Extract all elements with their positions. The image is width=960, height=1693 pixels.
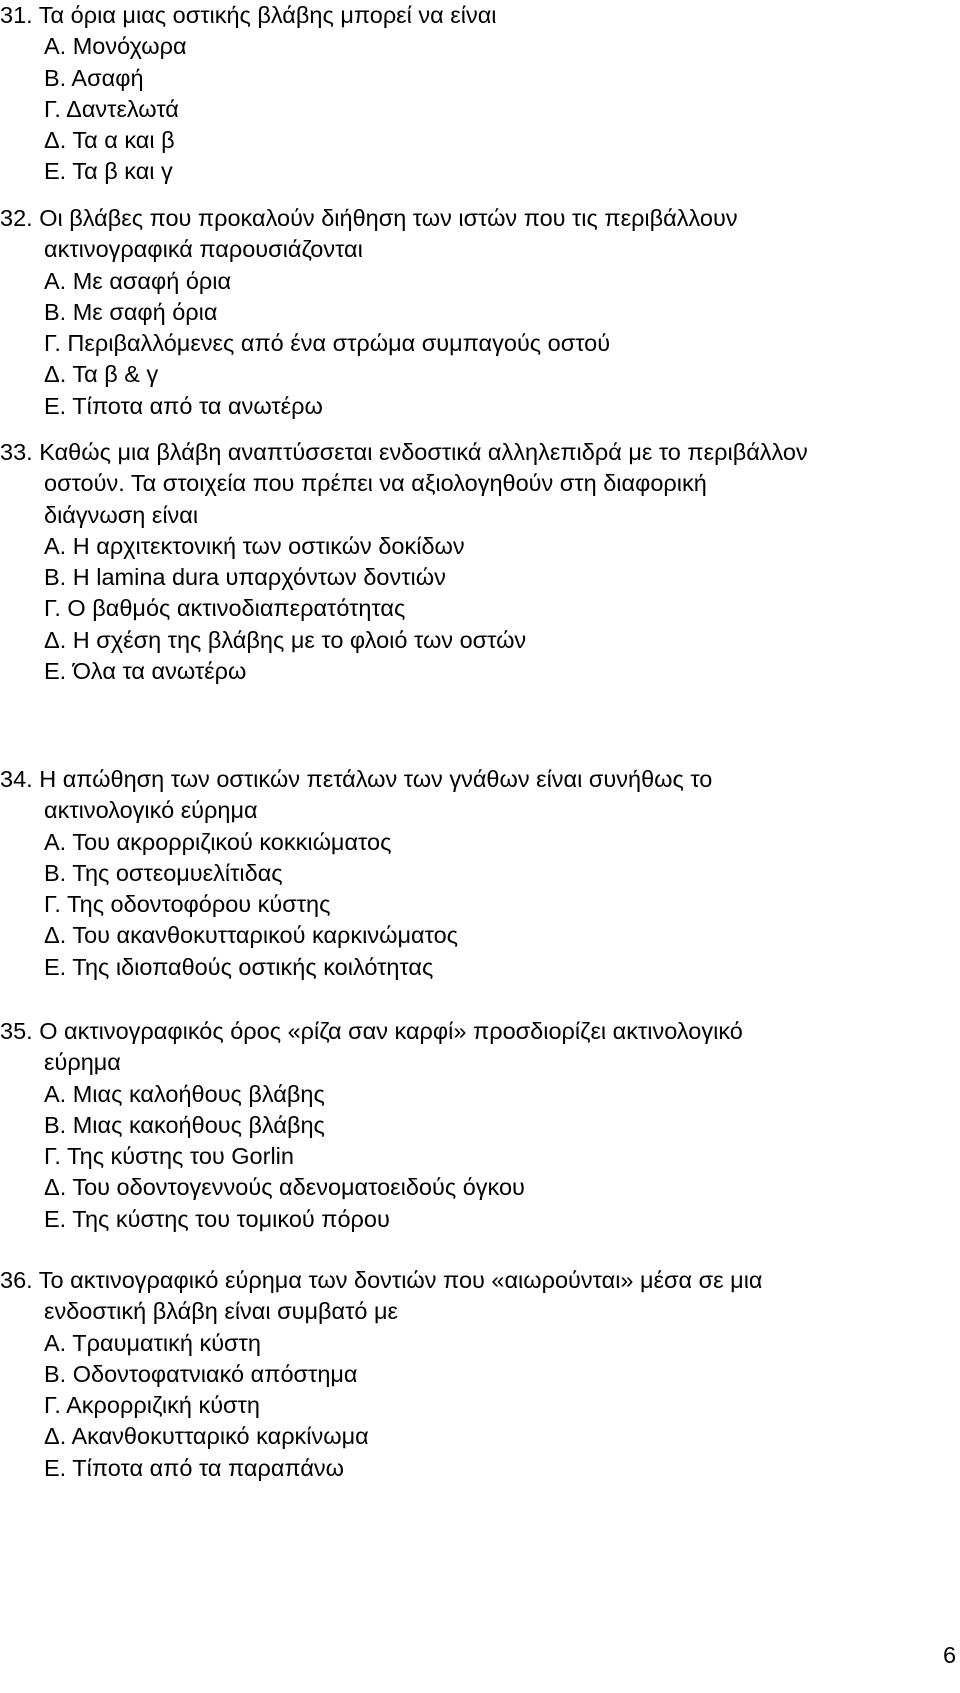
option-a: Α. Η αρχιτεκτονική των οστικών δοκίδων bbox=[44, 532, 465, 559]
page-number: 6 bbox=[943, 1642, 957, 1668]
option-b: Β. Ασαφή bbox=[44, 64, 144, 91]
option-e: Ε. Τίποτα από τα παραπάνω bbox=[44, 1454, 345, 1481]
option-b: Β. Μιας κακοήθους βλάβης bbox=[44, 1111, 325, 1138]
option-d: Δ. Η σχέση της βλάβης με το φλοιό των οστών bbox=[44, 626, 527, 653]
question-31 bbox=[0, 0, 940, 188]
question-stem-continuation: ακτινογραφικά παρουσιάζονται bbox=[44, 236, 363, 263]
question-35 bbox=[0, 1016, 940, 1235]
question-stem: 32. Οι βλάβες που προκαλούν διήθηση των ιστών που τις περιβάλλουν bbox=[0, 205, 738, 231]
option-e: Ε. Της κύστης του τομικού πόρου bbox=[44, 1205, 390, 1232]
option-d: Δ. Του οδοντογεννούς αδενοματοειδούς όγκου bbox=[44, 1174, 525, 1201]
option-b: Β. Με σαφή όρια bbox=[44, 298, 218, 325]
question-stem-continuation: ακτινολογικό εύρημα bbox=[44, 797, 258, 824]
option-b: Β. Της οστεομυελίτιδας bbox=[44, 859, 283, 886]
option-d: Δ. Ακανθοκυτταρικό καρκίνωμα bbox=[44, 1423, 369, 1450]
question-stem: 35. Ο ακτινογραφικός όρος «ρίζα σαν καρφί» προσδιορίζει ακτινολογικό bbox=[0, 1018, 743, 1044]
question-stem-continuation: οστούν. Τα στοιχεία που πρέπει να αξιολογηθούν στη διαφορική bbox=[44, 470, 707, 497]
question-32 bbox=[0, 203, 940, 422]
option-d: Δ. Του ακανθοκυτταρικού καρκινώματος bbox=[44, 922, 458, 949]
question-33 bbox=[0, 437, 940, 687]
question-34 bbox=[0, 764, 940, 983]
option-c: Γ. Δαντελωτά bbox=[44, 95, 179, 122]
option-b: Β. Η lamina dura υπαρχόντων δοντιών bbox=[44, 564, 446, 591]
option-a: Α. Του ακρορριζικού κοκκιώματος bbox=[44, 828, 392, 855]
option-a: Α. Μονόχωρα bbox=[44, 33, 187, 60]
option-c: Γ. Της οδοντοφόρου κύστης bbox=[44, 891, 331, 918]
option-e: Ε. Τίποτα από τα ανωτέρω bbox=[44, 392, 323, 419]
option-e: Ε. Τα β και γ bbox=[44, 158, 173, 185]
option-d: Δ. Τα β & γ bbox=[44, 361, 159, 388]
option-a: Α. Με ασαφή όρια bbox=[44, 267, 232, 294]
option-c: Γ. Ο βαθμός ακτινοδιαπερατότητας bbox=[44, 595, 406, 622]
question-stem: 33. Καθώς μια βλάβη αναπτύσσεται ενδοστικά αλληλεπιδρά με το περιβάλλον bbox=[0, 439, 808, 465]
question-stem-continuation: διάγνωση είναι bbox=[44, 501, 199, 528]
option-b: Β. Οδοντοφατνιακό απόστημα bbox=[44, 1360, 358, 1387]
question-36 bbox=[0, 1265, 940, 1484]
option-a: Α. Μιας καλοήθους βλάβης bbox=[44, 1080, 325, 1107]
question-stem: 31. Τα όρια μιας οστικής βλάβης μπορεί να είναι bbox=[0, 2, 497, 28]
option-d: Δ. Τα α και β bbox=[44, 127, 175, 154]
option-c: Γ. Περιβαλλόμενες από ένα στρώμα συμπαγούς οστού bbox=[44, 330, 611, 357]
question-stem: 34. Η απώθηση των οστικών πετάλων των γνάθων είναι συνήθως το bbox=[0, 766, 713, 792]
question-stem-continuation: ενδοστική βλάβη είναι συμβατό με bbox=[44, 1298, 399, 1325]
option-e: Ε. Όλα τα ανωτέρω bbox=[44, 658, 247, 685]
option-e: Ε. Της ιδιοπαθούς οστικής κοιλότητας bbox=[44, 953, 434, 980]
option-c: Γ. Της κύστης του Gorlin bbox=[44, 1143, 294, 1170]
option-a: Α. Τραυματική κύστη bbox=[44, 1329, 261, 1356]
question-stem-continuation: εύρημα bbox=[44, 1049, 121, 1076]
question-stem: 36. Το ακτινογραφικό εύρημα των δοντιών που «αιωρούνται» μέσα σε μια bbox=[0, 1267, 763, 1293]
option-c: Γ. Ακρορριζική κύστη bbox=[44, 1392, 260, 1419]
